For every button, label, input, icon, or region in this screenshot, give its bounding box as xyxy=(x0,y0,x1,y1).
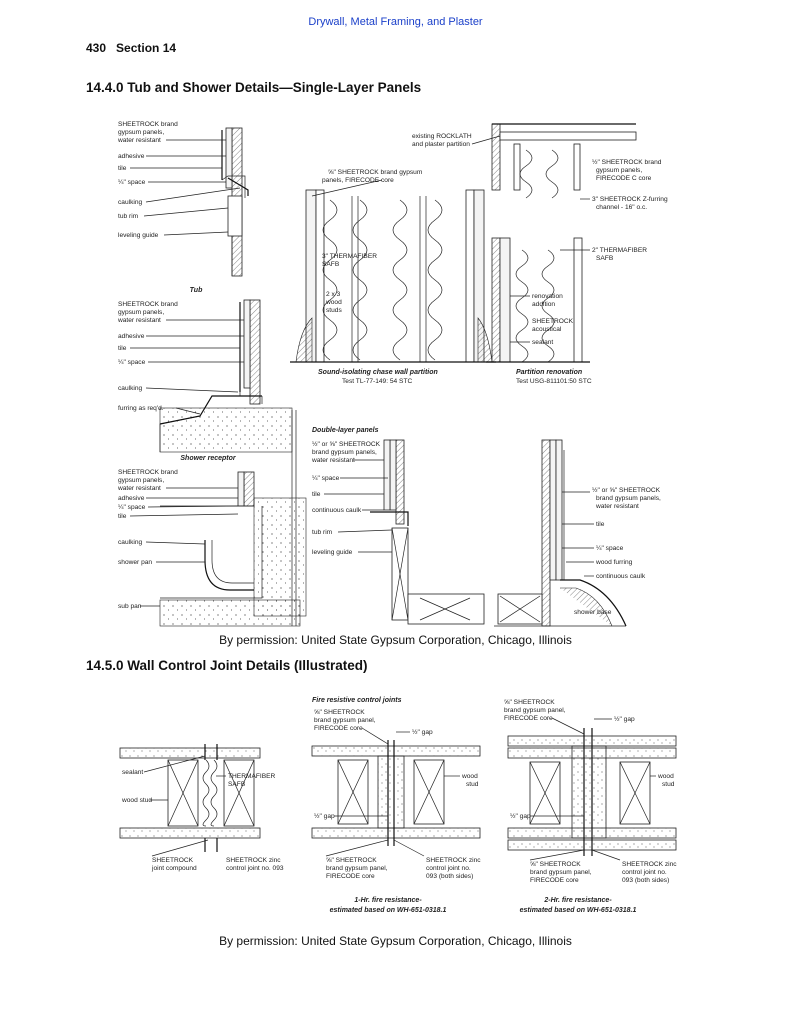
reno-label: existing ROCKLATH xyxy=(412,133,472,140)
pan-label: SHEETROCK brand xyxy=(118,469,178,476)
base-label: wood furring xyxy=(596,559,633,566)
shower-receptor-detail xyxy=(160,300,292,452)
pan-label: adhesive xyxy=(118,495,145,502)
shower-label: furring as req'd. xyxy=(118,405,164,412)
chase-label: SAFB xyxy=(322,261,340,268)
chase-label: panels, FIRECODE core xyxy=(322,177,394,184)
base-label: brand gypsum panels, xyxy=(596,495,661,502)
joint-b-label: ⅝" SHEETROCK xyxy=(314,709,365,716)
shower-title: Shower receptor xyxy=(180,455,236,462)
chase-test: Test TL-77-149: 54 STC xyxy=(342,378,413,385)
reno-label: addition xyxy=(532,301,556,308)
double-label: tub rim xyxy=(312,529,333,536)
joint-b-label: FIRECODE core xyxy=(326,873,375,880)
joint-b-label: wood xyxy=(462,773,478,780)
joint-c-label: ⅝" SHEETROCK xyxy=(530,861,581,868)
joint-b-label: 093 (both sides) xyxy=(426,873,474,880)
base-label: shower base xyxy=(574,609,612,616)
joint-b-rating: 1-Hr. fire resistance- xyxy=(354,897,422,904)
reno-label: and plaster partition xyxy=(412,141,470,148)
page-number: 430 xyxy=(86,41,107,55)
pan-label: sub pan xyxy=(118,603,142,610)
joint-c-label: wood xyxy=(658,773,674,780)
pan-label: ¼" space xyxy=(118,504,146,511)
shower-base-detail xyxy=(494,440,661,626)
joint-b-label: control joint no. xyxy=(426,865,471,872)
joint-a-label: SAFB xyxy=(228,781,246,788)
shower-label: adhesive xyxy=(118,333,145,340)
joint-c-label: control joint no. xyxy=(622,869,667,876)
reno-label: FIRECODE C core xyxy=(596,175,652,182)
tub-label: water resistant xyxy=(118,137,161,144)
joint-b-label: ½" gap xyxy=(412,729,433,736)
pan-label: shower pan xyxy=(118,559,153,566)
reno-label: SAFB xyxy=(596,255,614,262)
joint-a-label: sealant xyxy=(122,769,144,776)
reno-test: Test USG-811101:50 STC xyxy=(516,378,592,385)
shower-label: water resistant xyxy=(118,317,161,324)
chase-title: Sound-isolating chase wall partition xyxy=(318,369,438,376)
double-label: tile xyxy=(312,491,321,498)
joint-c-label: brand gypsum panel, xyxy=(530,869,592,876)
joint-a-label: SHEETROCK xyxy=(152,857,194,864)
joint-a-label: THERMAFIBER xyxy=(228,773,276,780)
joint-a-label: SHEETROCK zinc xyxy=(226,857,281,864)
reno-label: 3" SHEETROCK Z-furring xyxy=(592,196,668,203)
tub-title: Tub xyxy=(189,287,203,294)
reno-label: SHEETROCK xyxy=(532,318,574,325)
joint-b-label: brand gypsum panel, xyxy=(326,865,388,872)
joint-c-label: brand gypsum panel, xyxy=(504,707,566,714)
chase-label: studs xyxy=(326,307,342,314)
double-label: water resistant xyxy=(312,457,355,464)
double-title: Double-layer panels xyxy=(312,427,379,434)
chase-label: ⅝" SHEETROCK brand gypsum xyxy=(328,169,423,176)
joint-c-label: stud xyxy=(662,781,675,788)
joint-b-label: brand gypsum panel, xyxy=(314,717,376,724)
joint-c-label: ½" gap xyxy=(614,716,635,723)
joint-b-label: FIRECODE core xyxy=(314,725,363,732)
joint-c-label: FIRECODE core xyxy=(530,877,579,884)
pan-label: gypsum panels, xyxy=(118,477,165,484)
base-label: ¼" space xyxy=(596,545,624,552)
double-label: ½" or ⅝" SHEETROCK xyxy=(312,441,381,448)
joint-c-label: SHEETROCK zinc xyxy=(622,861,677,868)
tub-label: SHEETROCK brand xyxy=(118,121,178,128)
joint-b-label: SHEETROCK zinc xyxy=(426,857,481,864)
joint-b-label: ⅝" SHEETROCK xyxy=(326,857,377,864)
pan-label: tile xyxy=(118,513,127,520)
shower-label: ¼" space xyxy=(118,359,146,366)
chase-wall-detail xyxy=(290,169,496,385)
double-label: continuous caulk xyxy=(312,507,362,514)
reno-label: renovation xyxy=(532,293,563,300)
double-layer-detail xyxy=(292,410,484,626)
joint-c-label: 093 (both sides) xyxy=(622,877,670,884)
joint-c-rating: 2-Hr. fire resistance- xyxy=(544,897,612,904)
joint-c-rating: estimated based on WH-651-0318.1 xyxy=(519,907,637,914)
double-label: leveling guide xyxy=(312,549,353,556)
joint-b-detail xyxy=(312,697,481,914)
joint-c-label: FIRECODE core xyxy=(504,715,553,722)
chase-label: 2 x 3 xyxy=(326,291,341,298)
running-head: Drywall, Metal Framing, and Plaster xyxy=(308,16,483,28)
shower-label: tile xyxy=(118,345,127,352)
caption-2: By permission: United State Gypsum Corporation, Chicago, Illinois xyxy=(219,934,572,948)
caption-1: By permission: United State Gypsum Corporation, Chicago, Illinois xyxy=(219,633,572,647)
shower-label: gypsum panels, xyxy=(118,309,165,316)
section-label: Section 14 xyxy=(116,41,177,55)
tub-label: leveling guide xyxy=(118,232,159,239)
reno-label: channel - 16" o.c. xyxy=(596,204,648,211)
joint-a-label: wood stud xyxy=(122,797,153,804)
tub-label: ¼" space xyxy=(118,179,146,186)
chase-label: 3" THERMAFIBER xyxy=(322,253,377,260)
tub-detail xyxy=(222,128,248,276)
joint-c-label: ⅝" SHEETROCK xyxy=(504,699,555,706)
joint-a-label: joint compound xyxy=(152,865,197,872)
double-label: brand gypsum panels, xyxy=(312,449,377,456)
joint-b-heading: Fire resistive control joints xyxy=(312,697,402,704)
joint-c-detail xyxy=(504,699,677,914)
shower-pan-detail xyxy=(160,472,306,626)
joint-b-label: stud xyxy=(466,781,479,788)
double-label: ¼" space xyxy=(312,475,340,482)
reno-title: Partition renovation xyxy=(516,369,583,376)
reno-label: acoustical xyxy=(532,326,562,333)
shower-label: SHEETROCK brand xyxy=(118,301,178,308)
joint-b-label: ½" gap xyxy=(314,813,335,820)
reno-label: 2" THERMAFIBER xyxy=(592,247,647,254)
reno-label: ½" SHEETROCK brand xyxy=(592,159,662,166)
tub-label: caulking xyxy=(118,199,143,206)
tub-label: adhesive xyxy=(118,153,145,160)
base-label: continuous caulk xyxy=(596,573,646,580)
pan-label: caulking xyxy=(118,539,143,546)
joint-a-detail xyxy=(120,744,284,872)
joint-a-label: control joint no. 093 xyxy=(226,865,284,872)
reno-label: gypsum panels, xyxy=(596,167,643,174)
pan-label: water resistant xyxy=(118,485,161,492)
tub-label: tile xyxy=(118,165,127,172)
tub-label: gypsum panels, xyxy=(118,129,165,136)
renovation-detail xyxy=(412,124,668,385)
joint-b-rating: estimated based on WH-651-0318.1 xyxy=(329,907,447,914)
joint-c-label: ½" gap xyxy=(510,813,531,820)
tub-label: tub rim xyxy=(118,213,139,220)
base-label: ½" or ⅝" SHEETROCK xyxy=(592,487,661,494)
reno-label: sealant xyxy=(532,339,554,346)
heading-control-joint: 14.5.0 Wall Control Joint Details (Illustrated) xyxy=(86,658,368,673)
base-label: water resistant xyxy=(596,503,639,510)
shower-label: caulking xyxy=(118,385,143,392)
chase-label: wood xyxy=(326,299,342,306)
base-label: tile xyxy=(596,521,605,528)
heading-tub-shower: 14.4.0 Tub and Shower Details—Single-Layer Panels xyxy=(86,80,422,95)
